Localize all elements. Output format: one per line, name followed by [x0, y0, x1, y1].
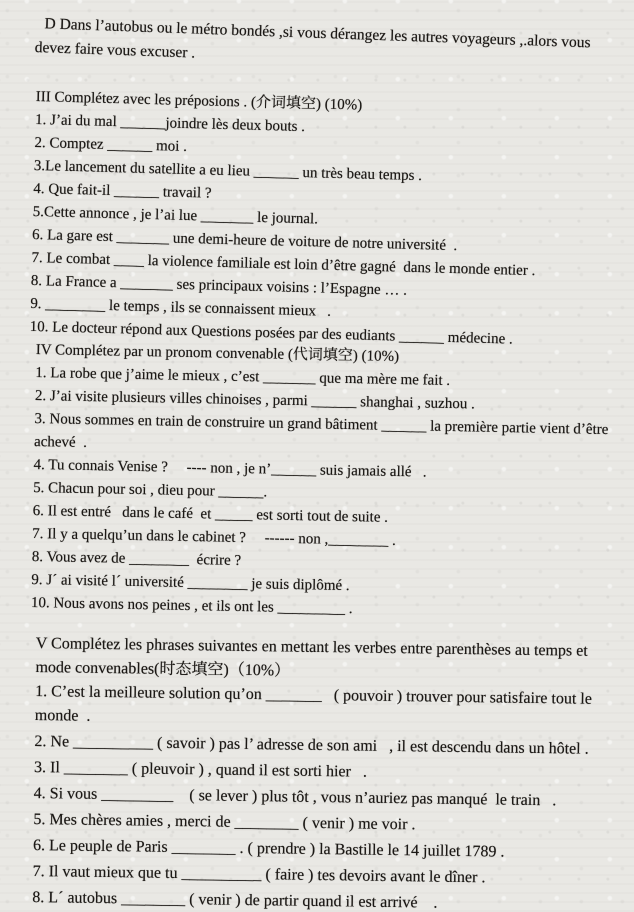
question-line: 8. L´ autobus ________ ( venir ) de partir quand il est arrivé . [32, 888, 438, 912]
question-line: 1. C’est la meilleure solution qu’on _______ ( pouvoir ) trouver pour satisfaire tout le monde . [34, 682, 597, 725]
section-v-question-list [32, 680, 621, 912]
section-v-heading: V Complétez les phrases suivantes en mettant les verbes entre parenthèses au temps et mode convenables(时态填空)（10%） [35, 634, 592, 680]
section-iv-pronouns [31, 339, 622, 626]
question-line: 2. Ne __________ ( savoir ) pas l’ adresse de son ami , il est descendu dans un hôtel . [34, 732, 589, 758]
question-line: 9. J´ ai visité l´ université ________ je suis diplômé . [31, 571, 350, 595]
question-line: 3. Il ________ ( pleuvoir ) , quand il est sorti hier . [33, 758, 368, 781]
question-line: 6. La gare est _______ une demi-heure de voiture de notre université . [31, 226, 458, 255]
question-line: 3. Nous sommes en train de construire un grand bâtiment ______ la première partie vient d’être achevé . [33, 410, 613, 451]
question-line: 5.Cette annonce , je l’ai lue _______ le journal. [32, 203, 319, 228]
section-v-verb-tenses [32, 632, 622, 912]
question-line: 1. La robe que j’aime le mieux , c’est _______ que ma mère me fait . [35, 364, 451, 389]
paragraph-d-text: D Dans l’autobus ou le métro bondés ,si vous dérangez les autres voyageurs ,.alors vous devez faire vous excuser . [34, 15, 595, 62]
question-line: 3.Le lancement du satellite a eu lieu ______ un très beau temps . [33, 157, 423, 185]
question-line: 4. Que fait-il ______ travail ? [33, 180, 212, 202]
question-line: 9. ________ le temps , ils se connaissent mieux . [30, 295, 332, 320]
question-line: 6. Le peuple de Paris ________ . ( prendre ) la Bastille le 14 juillet 1789 . [32, 836, 505, 861]
question-line: 2. Comptez ______ moi . [34, 134, 188, 155]
question-line: 2. J’ai visite plusieurs villes chinoises , parmi ______ shanghai , suzhou . [34, 387, 475, 413]
question-line: 5. Chacun pour soi , dieu pour ______. [32, 479, 268, 501]
paragraph-d [34, 12, 621, 80]
question-line: 6. Il est entré dans le café et _____ est sorti tout de suite . [32, 502, 389, 526]
question-line: 5. Mes chères amies , merci de ________ ( venir ) me voir . [33, 810, 416, 834]
section-iv-heading: IV Complétez par un pronom convenable (代词填空) (10%) [35, 341, 400, 365]
question-line: 1. J’ai du mal ______joindre lès deux bouts . [34, 111, 306, 136]
question-line: 7. Il y a quelqu’un dans le cabinet ? ------ non ,________ . [32, 525, 396, 549]
question-line: 7. Il vaut mieux que tu __________ ( faire ) tes devoirs avant le dîner . [32, 862, 486, 887]
question-line: 4. Si vous _________ ( se lever ) plus tôt , vous n’auriez pas manqué le train . [33, 784, 557, 810]
question-line: 8. Vous avez de ________ écrire ? [31, 548, 242, 569]
section-iii-prepositions [29, 86, 621, 354]
question-line: 7. Le combat ____ la violence familiale est loin d’être gagné dans le monde entier . [31, 249, 536, 280]
question-line: 4. Tu connais Venise ? ---- non , je n’______ suis jamais allé . [33, 456, 427, 481]
section-iv-question-list [31, 362, 622, 626]
question-line: 10. Nous avons nos peines , et ils ont les _________ . [30, 594, 353, 618]
section-iii-question-list [29, 109, 621, 354]
question-line: 10. Le docteur répond aux Questions posées par des eudiants ______ médecine . [29, 318, 513, 348]
section-iii-heading: III Complétez avec les préposions . (介词填空) (10%) [35, 88, 363, 114]
question-line: 8. La France a _______ ses principaux voisins : l’Espagne … . [30, 272, 408, 299]
